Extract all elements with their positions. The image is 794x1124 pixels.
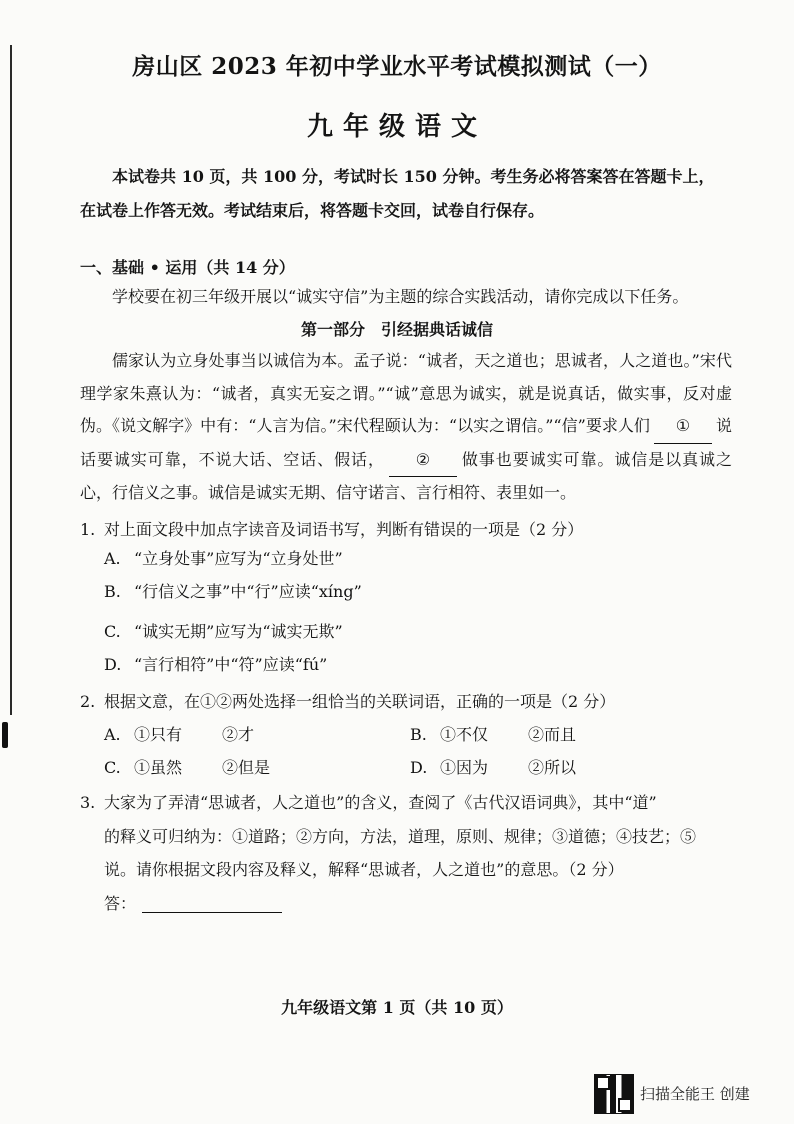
option-letter: A. <box>104 725 121 744</box>
option-part-2: ②所以 <box>528 758 577 777</box>
option-part-2: ②才 <box>222 725 255 744</box>
option-letter: B. <box>410 725 427 744</box>
exam-title: 房山区 2023 年初中学业水平考试模拟测试（一） <box>132 53 662 80</box>
question-stem-line-1: 大家为了弄清“思诚者，人之道也”的含义，查阅了《古代汉语词典》，其中“道” <box>104 793 657 812</box>
q2-option-d <box>410 755 576 778</box>
option-part-1: ①不仅 <box>440 725 489 744</box>
question-number: 2. <box>80 692 96 711</box>
passage-text-2: 说话要诚实可靠，不说大话、空话、假话， <box>80 416 732 469</box>
option-part-2: ②但是 <box>222 758 271 777</box>
option-text: “言行相符”中“符”应读“fú” <box>134 655 328 674</box>
blank-2: ② <box>389 444 457 478</box>
q1-option-c <box>104 619 343 642</box>
option-part-1: ①虽然 <box>134 758 183 777</box>
option-part-2: ②而且 <box>528 725 577 744</box>
answer-area <box>104 891 282 914</box>
option-text: “诚实无期”应写为“诚实无欺” <box>134 622 343 641</box>
question-3 <box>80 786 770 887</box>
option-letter: B. <box>104 582 121 601</box>
question-1 <box>80 513 760 546</box>
blank-1: ① <box>654 410 712 444</box>
exam-notice: 本试卷共 10 页，共 100 分，考试时长 150 分钟。考生务必将答案答在答题卡上，在试卷上作答无效。考试结束后，将答题卡交回，试卷自行保存。 <box>80 167 715 220</box>
option-letter: C. <box>104 758 121 777</box>
question-stem-line-2: 的释义可归纳为：①道路；②方向，方法，道理，原则、规律；③道德；④技艺；⑤ <box>104 826 697 846</box>
section-intro: 学校要在初三年级开展以“诚实守信”为主题的综合实践活动，请你完成以下任务。 <box>112 287 689 306</box>
page-footer: 九年级语文第 1 页（共 10 页） <box>281 998 513 1017</box>
q1-option-b-text <box>104 579 362 602</box>
q1-option-d <box>104 652 327 675</box>
option-part-1: ①只有 <box>134 725 183 744</box>
answer-line[interactable] <box>142 912 282 913</box>
option-part-1: ①因为 <box>440 758 489 777</box>
question-stem-line-3: 说。请你根据文段内容及释义，解释“思诚者，人之道也”的意思。（2 分） <box>104 860 624 879</box>
scanner-watermark: 扫描全能王 创建 <box>640 1085 750 1103</box>
q2-option-c <box>104 755 270 778</box>
option-letter: C. <box>104 622 121 641</box>
option-text: “行信义之事”中“行”应读“xíng” <box>134 582 362 601</box>
answer-label: 答： <box>104 894 137 913</box>
option-letter: D. <box>410 758 428 777</box>
q1-option-a <box>104 546 343 569</box>
passage-text-1: 儒家认为立身处事当以诚信为本。孟子说：“诚者，天之道也；思诚者，人之道也。”宋代理学家朱熹认为：“诚者，真实无妄之谓。”“诚”意思为诚实，就是说真话，做实事，反对虚伪。《说文解字》中有：“人言为信。”宋代程颐认为：“以实之谓信。”“信”要求人们 <box>80 351 732 435</box>
question-2 <box>80 685 760 718</box>
question-number: 1. <box>80 520 96 539</box>
reading-passage <box>80 345 732 510</box>
option-text: “立身处事”应写为“立身处世” <box>134 549 343 568</box>
section-heading: 一、基础 • 运用（共 14 分） <box>80 258 295 277</box>
q2-option-b <box>410 722 576 745</box>
question-number: 3. <box>80 793 96 812</box>
passage-text-3: 做事也要诚实可靠。诚信是以真诚之心，行信义之事。诚信是诚实无期、信守诺言、言行相符、表里如一。 <box>80 449 732 502</box>
qr-code-icon <box>594 1074 634 1114</box>
question-stem: 对上面文段中加点字读音及词语书写，判断有错误的一项是（2 分） <box>104 520 584 539</box>
q2-option-a <box>104 722 254 745</box>
option-letter: D. <box>104 655 122 674</box>
question-stem: 根据文意，在①②两处选择一组恰当的关联词语，正确的一项是（2 分） <box>104 692 616 711</box>
exam-subtitle: 九年级语文 <box>306 112 487 142</box>
part-title: 第一部分 引经据典话诚信 <box>300 320 493 339</box>
option-letter: A. <box>104 549 121 568</box>
